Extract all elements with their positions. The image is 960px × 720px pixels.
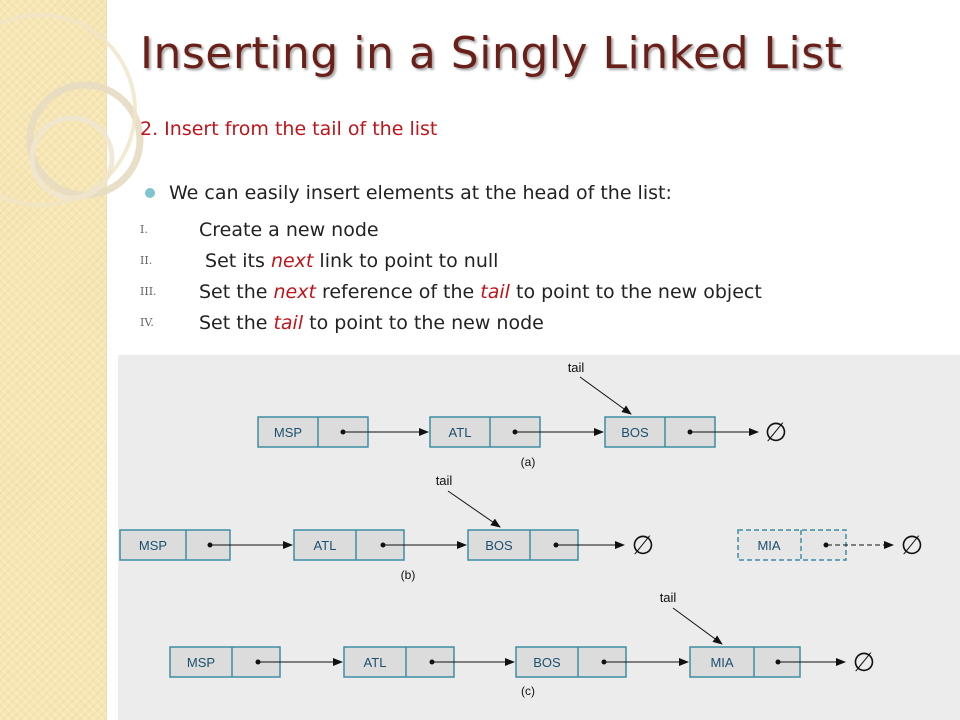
step-number: IV. <box>140 316 154 329</box>
null-icon: ∅ <box>852 647 876 677</box>
slide-title: Inserting in a Singly Linked List <box>140 28 843 79</box>
step-1 <box>140 214 762 245</box>
caption-a: (a) <box>520 455 536 469</box>
step-number: I. <box>140 223 148 236</box>
diagram-part-b <box>120 473 923 582</box>
node-label: BOS <box>621 425 649 440</box>
node-label: MIA <box>710 655 734 670</box>
step-text: Set the <box>199 280 274 303</box>
node-label: MSP <box>186 655 216 670</box>
tail-label: tail <box>659 590 677 605</box>
step-text: Create a new node <box>199 218 379 241</box>
null-icon: ∅ <box>764 417 788 447</box>
bullet-dot-icon <box>145 188 155 198</box>
step-number: II. <box>140 254 153 267</box>
step-2 <box>140 245 762 276</box>
step-keyword-tail: tail <box>480 280 510 303</box>
step-4 <box>140 307 762 338</box>
diagram-part-a <box>258 360 787 469</box>
null-icon: ∅ <box>900 530 924 560</box>
node-label: ATL <box>448 425 472 440</box>
caption-c: (c) <box>521 684 535 698</box>
node-label: MSP <box>138 538 168 553</box>
step-keyword-next: next <box>270 249 314 272</box>
step-number: III. <box>140 285 157 298</box>
node-label: BOS <box>485 538 513 553</box>
linked-list-diagram <box>118 355 960 720</box>
caption-b: (b) <box>400 568 416 582</box>
node-label: ATL <box>363 655 387 670</box>
step-text: to point to the new object <box>509 280 762 303</box>
tail-label: tail <box>567 360 585 375</box>
step-list <box>140 214 762 338</box>
step-text: reference of the <box>315 280 481 303</box>
bullet-text: We can easily insert elements at the head of the list: <box>169 182 672 204</box>
step-text: Set its <box>199 249 271 272</box>
step-keyword-tail: tail <box>273 311 304 334</box>
node-label: MIA <box>757 538 781 553</box>
node-label: MSP <box>273 425 303 440</box>
step-text: link to point to null <box>313 249 499 272</box>
step-3 <box>140 276 762 307</box>
diagram-part-c <box>170 590 875 698</box>
slide-subtitle: 2. Insert from the tail of the list <box>140 118 438 140</box>
tail-label: tail <box>435 473 453 488</box>
bullet-item <box>145 182 672 204</box>
step-text: Set the <box>199 311 274 334</box>
null-icon: ∅ <box>631 530 655 560</box>
step-text: to point to the new node <box>303 311 544 334</box>
node-label: ATL <box>313 538 337 553</box>
node-label: BOS <box>533 655 561 670</box>
step-keyword-next: next <box>273 280 316 303</box>
diagram-svg <box>118 355 960 720</box>
